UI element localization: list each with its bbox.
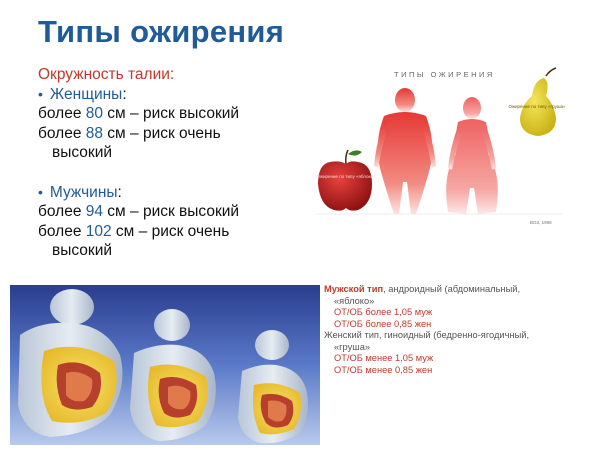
male-ratio-waist: ОТ/ОБ более 1,05 муж xyxy=(334,307,433,317)
women-colon: : xyxy=(122,85,127,103)
pear-label: Ожирение по типу «груша» xyxy=(508,104,566,109)
apple-icon xyxy=(316,150,375,211)
men-risk-high xyxy=(38,202,318,222)
women-bullet xyxy=(38,85,318,105)
obesity-type-legend xyxy=(324,284,594,376)
risk-prefix: более xyxy=(38,124,86,142)
female-ratio-hip: ОТ/ОБ менее 0,85 жен xyxy=(334,364,433,375)
men-colon: : xyxy=(117,183,122,201)
female-type-cont: «груша» xyxy=(334,341,371,352)
risk-suffix: см – риск высокий xyxy=(103,105,240,122)
risk-prefix: более xyxy=(38,105,86,122)
female-type-line: Женский тип, гиноидный (бедренно-ягодичный, xyxy=(324,330,530,340)
risk-number: 88 xyxy=(85,124,103,142)
risk-prefix: более xyxy=(38,203,86,220)
male-ratio-hip: ОТ/ОБ более 0,85 жен xyxy=(334,318,432,329)
risk-suffix: см – риск очень xyxy=(111,222,230,240)
male-silhouette xyxy=(374,88,436,214)
figure-heading: ТИПЫ ОЖИРЕНИЯ xyxy=(394,70,495,79)
women-risk-very-high xyxy=(38,124,318,144)
cross-section-svg xyxy=(10,285,320,445)
risk-number: 102 xyxy=(85,222,112,240)
slide-title: Типы ожирения xyxy=(38,14,285,49)
obesity-figure-svg xyxy=(312,64,574,228)
men-risk-very-high-cont: высокий xyxy=(52,242,113,259)
women-risk-high xyxy=(38,104,318,124)
men-risk-very-high xyxy=(38,222,318,242)
bullet-icon: • xyxy=(38,183,43,200)
women-label: Женщины xyxy=(49,85,123,103)
apple-label: Ожирение по типу «яблоко» xyxy=(316,174,376,179)
female-ratio-waist: ОТ/ОБ менее 1,05 муж xyxy=(334,353,434,363)
waist-label: Окружность талии: xyxy=(38,66,175,83)
risk-prefix: более xyxy=(38,222,86,240)
risk-number: 94 xyxy=(85,203,103,220)
men-bullet xyxy=(38,183,318,203)
female-silhouette xyxy=(446,97,498,214)
men-label: Мужчины xyxy=(49,183,118,201)
male-type-cont: «яблоко» xyxy=(334,295,375,306)
risk-number: 80 xyxy=(85,105,103,122)
who-source: ВОЗ, 1998 xyxy=(530,220,552,225)
women-risk-very-high-cont: высокий xyxy=(52,144,113,161)
risk-suffix: см – риск очень xyxy=(103,124,221,142)
pear-icon xyxy=(509,68,566,136)
bullet-icon: • xyxy=(38,85,43,102)
risk-suffix: см – риск высокий xyxy=(103,203,240,220)
male-type-bold: Мужской тип xyxy=(324,284,384,294)
male-type-line xyxy=(324,284,594,296)
body-cross-section-image xyxy=(10,285,320,445)
waist-criteria xyxy=(38,65,318,261)
male-type-rest: , андроидный (абдоминальный, xyxy=(383,284,521,294)
obesity-types-figure xyxy=(312,64,574,228)
